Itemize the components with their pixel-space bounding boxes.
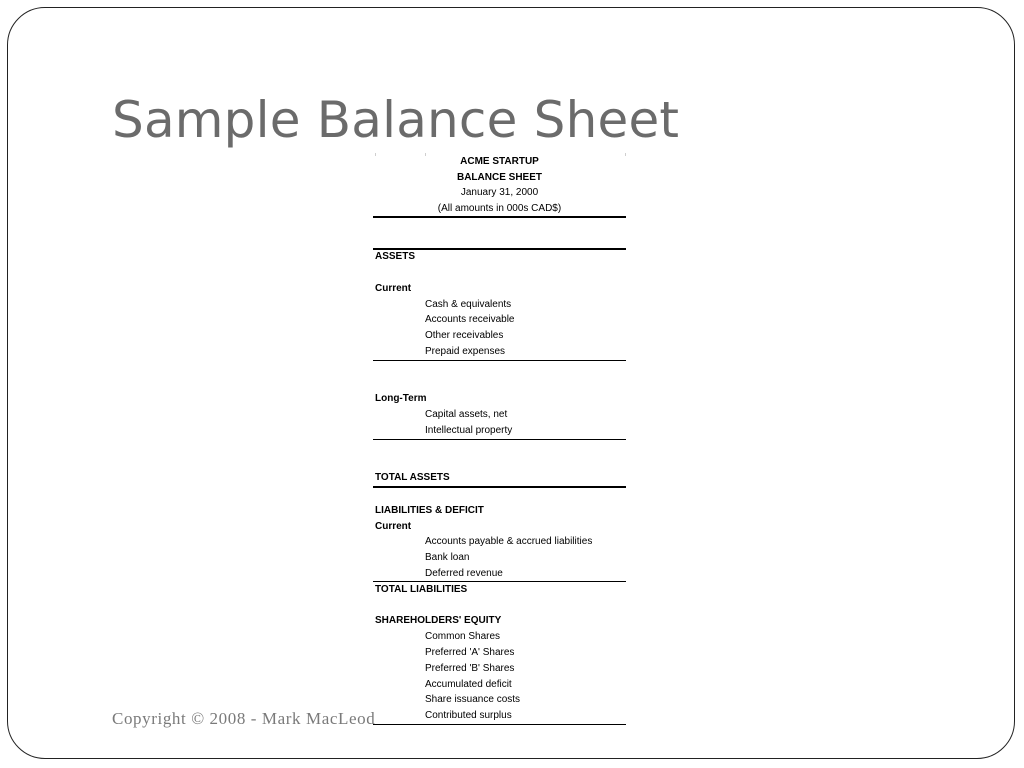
current-liability-item: Deferred revenue — [425, 568, 503, 579]
equity-heading: SHAREHOLDERS' EQUITY — [375, 615, 502, 626]
current-liability-item: Bank loan — [425, 552, 470, 563]
longterm-assets-heading: Long-Term — [375, 393, 427, 404]
subtotal-rule — [373, 581, 626, 582]
liabilities-heading: LIABILITIES & DEFICIT — [375, 505, 484, 516]
slide-title: Sample Balance Sheet — [112, 91, 680, 149]
longterm-asset-item: Capital assets, net — [425, 409, 508, 420]
current-asset-item: Accounts receivable — [425, 314, 515, 325]
balance-sheet-table — [373, 153, 626, 733]
subtotal-rule — [373, 439, 626, 440]
total-liabilities-label: TOTAL LIABILITIES — [375, 584, 468, 595]
copyright-footer: Copyright © 2008 - Mark MacLeod — [112, 709, 376, 728]
equity-item: Share issuance costs — [425, 694, 521, 705]
sheet-title: BALANCE SHEET — [456, 172, 542, 183]
equity-item: Accumulated deficit — [425, 679, 512, 690]
equity-item: Preferred 'A' Shares — [425, 647, 515, 658]
subtotal-rule — [373, 724, 626, 725]
subtotal-rule — [373, 360, 626, 361]
total-rule — [373, 486, 626, 488]
current-liabilities-heading: Current — [375, 521, 412, 532]
equity-item: Preferred 'B' Shares — [425, 663, 515, 674]
header-rule — [373, 216, 626, 218]
company-name: ACME STARTUP — [460, 156, 539, 167]
current-liability-item: Accounts payable & accrued liabilities — [425, 536, 593, 547]
total-assets-label: TOTAL ASSETS — [375, 472, 450, 483]
assets-heading: ASSETS — [375, 251, 416, 262]
current-asset-item: Other receivables — [425, 330, 504, 341]
current-asset-item: Cash & equivalents — [425, 299, 512, 310]
equity-item: Common Shares — [425, 631, 501, 642]
sheet-date: January 31, 2000 — [460, 187, 539, 198]
longterm-asset-item: Intellectual property — [425, 425, 513, 436]
current-asset-item: Prepaid expenses — [425, 346, 506, 357]
current-assets-heading: Current — [375, 283, 412, 294]
sheet-units: (All amounts in 000s CAD$) — [437, 203, 562, 214]
equity-item: Contributed surplus — [425, 710, 512, 721]
